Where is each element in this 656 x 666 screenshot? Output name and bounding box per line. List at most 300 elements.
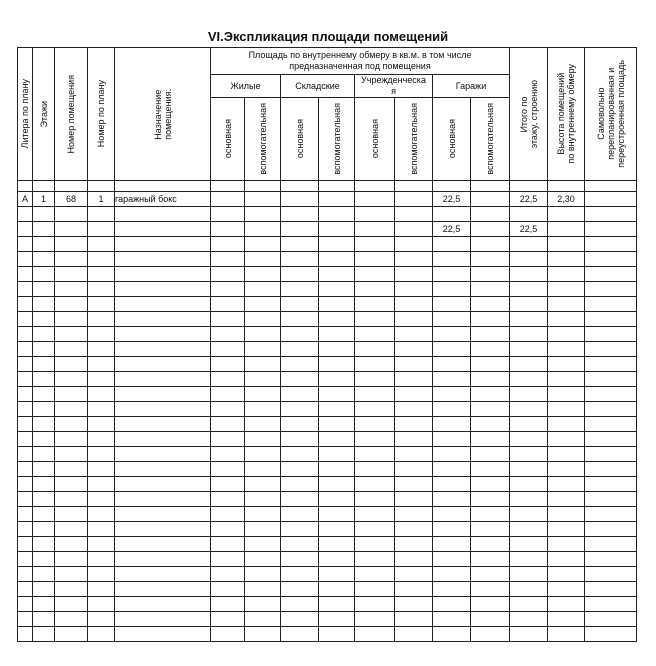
table-cell [319,627,355,642]
table-cell [471,357,510,372]
table-cell [355,507,395,522]
summary-cell: 22,5 [510,222,548,237]
table-cell [510,627,548,642]
table-cell [245,297,281,312]
table-cell [55,357,88,372]
table-cell [281,312,319,327]
table-cell [433,552,471,567]
table-cell [510,612,548,627]
table-cell [319,312,355,327]
table-cell [18,567,33,582]
table-cell [585,477,637,492]
table-cell [510,537,548,552]
table-cell [319,297,355,312]
table-cell [395,237,433,252]
header-auxiliary: вспомогательная [257,103,268,175]
table-cell [281,222,319,237]
table-cell [395,252,433,267]
table-cell [33,387,55,402]
table-cell [281,522,319,537]
table-cell [319,207,355,222]
table-cell [355,237,395,252]
table-cell [115,462,211,477]
table-cell [88,207,115,222]
table-cell [88,432,115,447]
table-cell [281,462,319,477]
table-cell [211,327,245,342]
table-cell [395,342,433,357]
table-cell [548,372,585,387]
table-cell [395,192,433,207]
table-cell [281,282,319,297]
table-cell [211,432,245,447]
table-cell [433,627,471,642]
table-cell [319,282,355,297]
table-cell [433,537,471,552]
table-cell [585,372,637,387]
table-cell [548,252,585,267]
table-cell [510,492,548,507]
table-cell [395,417,433,432]
table-cell [115,507,211,522]
table-cell [548,402,585,417]
header-auxiliary: вспомогательная [485,103,496,175]
table-cell [18,357,33,372]
table-cell [433,207,471,222]
table-cell [585,387,637,402]
table-row [18,252,637,267]
table-cell: 22,5 [510,192,548,207]
table-row [18,447,637,462]
table-cell [395,372,433,387]
table-row [18,267,637,282]
table-cell [281,297,319,312]
table-cell [471,597,510,612]
table-cell [319,252,355,267]
table-cell [18,522,33,537]
table-cell [548,522,585,537]
table-cell [585,597,637,612]
table-cell [281,387,319,402]
table-cell [18,222,33,237]
table-cell [281,537,319,552]
table-cell [510,282,548,297]
table-cell [33,267,55,282]
table-cell [395,507,433,522]
table-cell [88,612,115,627]
table-cell [548,342,585,357]
table-cell [33,327,55,342]
table-cell [585,267,637,282]
table-cell [471,342,510,357]
table-cell [585,402,637,417]
table-cell [355,312,395,327]
summary-cell: 22,5 [433,222,471,237]
table-cell [433,522,471,537]
table-cell [281,267,319,282]
table-cell [33,207,55,222]
table-cell [88,327,115,342]
table-cell [88,552,115,567]
table-cell [471,237,510,252]
table-cell [355,417,395,432]
table-cell [211,297,245,312]
table-cell [510,582,548,597]
table-cell [33,597,55,612]
table-cell [211,312,245,327]
table-cell [319,597,355,612]
table-cell [355,522,395,537]
table-cell [510,312,548,327]
table-cell [319,387,355,402]
header-main: основная [446,119,457,159]
table-cell [115,567,211,582]
table-cell [319,537,355,552]
table-cell [548,567,585,582]
table-cell [433,567,471,582]
table-cell [510,552,548,567]
table-cell [88,252,115,267]
table-cell: 1 [88,192,115,207]
table-cell [115,222,211,237]
table-cell [395,627,433,642]
table-cell [355,327,395,342]
table-cell [395,492,433,507]
table-cell [548,312,585,327]
table-cell [115,447,211,462]
table-cell [18,597,33,612]
table-cell [88,267,115,282]
table-cell [33,612,55,627]
table-cell [319,432,355,447]
header-auxiliary: вспомогательная [408,103,419,175]
table-cell [355,567,395,582]
table-cell [115,327,211,342]
table-cell [355,537,395,552]
table-cell [245,612,281,627]
table-cell [585,282,637,297]
table-cell [88,582,115,597]
table-cell [245,627,281,642]
table-cell [471,507,510,522]
header-total: Итого по этажу, строению [518,79,539,149]
header-main: основная [294,119,305,159]
table-cell [18,282,33,297]
header-plan-number: Номер по плану [96,80,106,148]
table-cell [18,582,33,597]
table-cell [395,537,433,552]
table-cell [115,417,211,432]
table-cell [395,327,433,342]
table-cell [585,237,637,252]
table-row [18,342,637,357]
table-cell [548,492,585,507]
table-cell [395,582,433,597]
table-cell [33,462,55,477]
table-cell [433,447,471,462]
table-cell [55,447,88,462]
table-cell [281,342,319,357]
table-row [18,402,637,417]
table-cell [88,522,115,537]
table-cell [395,312,433,327]
table-cell [281,252,319,267]
table-cell [355,432,395,447]
table-cell [355,282,395,297]
table-cell [55,297,88,312]
table-cell [281,582,319,597]
table-cell [245,387,281,402]
table-cell [33,297,55,312]
table-cell [115,537,211,552]
table-cell [211,417,245,432]
table-row [18,597,637,612]
table-cell [433,402,471,417]
table-cell [245,192,281,207]
table-cell [395,522,433,537]
table-cell [471,327,510,342]
table-cell [245,357,281,372]
table-cell [115,492,211,507]
table-cell [395,267,433,282]
table-row [18,627,637,642]
table-cell [55,477,88,492]
table-cell [55,627,88,642]
table-cell [211,387,245,402]
table-cell [18,327,33,342]
table-cell [510,372,548,387]
table-cell [18,462,33,477]
table-cell [115,372,211,387]
table-cell [281,597,319,612]
table-cell [585,567,637,582]
table-cell [245,552,281,567]
table-cell [281,612,319,627]
table-cell [88,627,115,642]
table-cell [281,402,319,417]
table-cell [548,612,585,627]
table-cell [211,282,245,297]
table-cell [395,552,433,567]
table-cell [211,447,245,462]
table-cell [55,492,88,507]
table-cell [548,537,585,552]
table-cell [510,207,548,222]
table-cell [245,327,281,342]
table-cell [33,402,55,417]
table-cell [55,552,88,567]
table-cell [211,372,245,387]
table-cell [115,267,211,282]
table-cell [585,207,637,222]
table-cell [211,222,245,237]
table-cell [585,297,637,312]
table-cell [245,492,281,507]
table-cell [471,402,510,417]
table-cell [33,357,55,372]
table-cell [395,462,433,477]
table-cell [55,567,88,582]
table-cell [18,552,33,567]
table-cell [355,627,395,642]
table-cell [211,567,245,582]
table-cell [548,597,585,612]
table-cell [33,417,55,432]
table-cell [245,207,281,222]
table-cell [471,537,510,552]
table-cell [510,357,548,372]
table-cell [55,207,88,222]
table-cell [355,582,395,597]
table-cell [585,462,637,477]
table-cell [88,537,115,552]
table-cell [355,342,395,357]
table-cell [471,252,510,267]
table-cell [55,537,88,552]
table-cell [115,237,211,252]
table-row [18,372,637,387]
table-cell [510,297,548,312]
header-height: Высота помещений по внутреннему обмеру [556,64,577,164]
table-cell [395,387,433,402]
header-storage: Складские [281,75,355,98]
table-cell [55,402,88,417]
table-cell [18,207,33,222]
table-row [18,192,637,207]
table-cell [281,492,319,507]
table-cell [88,447,115,462]
table-cell [433,252,471,267]
table-cell [395,567,433,582]
table-cell [281,207,319,222]
table-cell [510,267,548,282]
table-cell [55,372,88,387]
table-cell [211,237,245,252]
table-cell [115,552,211,567]
table-cell [510,597,548,612]
table-row [18,567,637,582]
table-row [18,327,637,342]
header-unauthorized: Самовольно перепланированная и переустроенная площадь [595,60,626,168]
table-cell [433,462,471,477]
table-cell [88,222,115,237]
table-cell [211,612,245,627]
table-cell [33,432,55,447]
table-cell [211,462,245,477]
table-cell [585,582,637,597]
table-cell [433,297,471,312]
table-row [18,357,637,372]
table-cell [55,282,88,297]
table-cell [33,237,55,252]
table-cell [88,507,115,522]
table-cell [211,267,245,282]
table-cell [211,402,245,417]
table-cell [245,282,281,297]
table-cell [510,507,548,522]
table-cell [355,402,395,417]
table-cell [55,312,88,327]
table-cell [319,372,355,387]
table-cell [55,507,88,522]
table-cell [88,597,115,612]
table-cell [510,327,548,342]
table-cell [245,312,281,327]
table-cell [245,372,281,387]
table-cell [245,597,281,612]
table-cell [245,582,281,597]
table-cell [355,357,395,372]
table-cell [245,252,281,267]
table-cell [510,447,548,462]
table-cell [548,447,585,462]
table-cell [115,342,211,357]
table-cell [245,237,281,252]
table-cell [548,432,585,447]
table-cell [115,207,211,222]
table-row [18,537,637,552]
table-cell [585,417,637,432]
table-cell [319,327,355,342]
table-cell [319,477,355,492]
table-cell [510,237,548,252]
table-cell: гаражный бокс [115,192,211,207]
table-cell [33,582,55,597]
table-cell: А [18,192,33,207]
table-cell [281,192,319,207]
table-cell [33,222,55,237]
table-cell [471,192,510,207]
table-cell [355,372,395,387]
table-cell [548,462,585,477]
table-cell [471,627,510,642]
table-cell [88,342,115,357]
table-cell [395,207,433,222]
table-cell [471,432,510,447]
table-cell [211,492,245,507]
table-cell [433,312,471,327]
table-cell [471,267,510,282]
header-institutional: Учрежденческа я [355,75,433,98]
table-cell [319,552,355,567]
table-cell [245,537,281,552]
table-cell [471,492,510,507]
table-cell [18,297,33,312]
table-cell [319,357,355,372]
table-cell [211,537,245,552]
table-cell [88,237,115,252]
table-cell [18,477,33,492]
table-cell [585,192,637,207]
table-cell [471,522,510,537]
header-litera: Литера по плану [20,79,30,149]
table-cell [88,312,115,327]
table-cell [55,267,88,282]
table-cell [33,537,55,552]
table-cell [433,477,471,492]
table-cell [585,222,637,237]
table-cell [510,462,548,477]
table-cell [585,612,637,627]
table-cell [245,507,281,522]
table-cell [245,402,281,417]
table-cell [33,522,55,537]
table-cell [115,432,211,447]
table-cell [18,432,33,447]
table-cell [319,417,355,432]
table-cell: 68 [55,192,88,207]
table-cell [33,567,55,582]
